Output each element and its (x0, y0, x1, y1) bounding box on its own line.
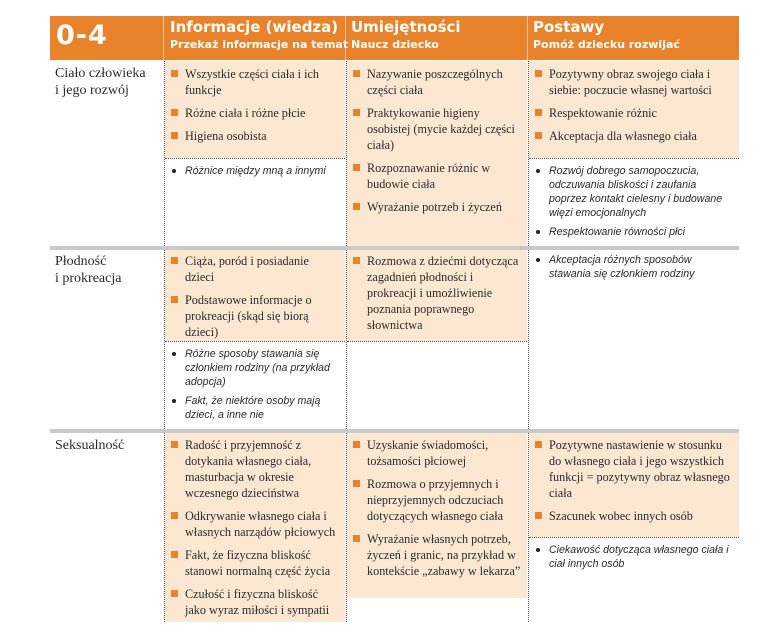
list-item: Podstawowe informacje o prokreacji (skąd się biorą dzieci) (169, 292, 339, 340)
list-item: Czułość i fizyczna bliskość jako wyraz miłości i sympatii (169, 586, 339, 618)
row-separator (50, 246, 739, 250)
cell-divider (529, 537, 739, 538)
header-column-skills (351, 17, 461, 53)
list-item: Fakt, że fizyczna bliskość stanowi normalną część życia (169, 547, 339, 579)
header-column-attitudes (533, 17, 680, 53)
cell-divider (529, 158, 739, 159)
column-divider (528, 250, 529, 429)
list-item: Akceptacja różnych sposobów stawania się członkiem rodziny (533, 253, 735, 281)
cell-attitudes (533, 253, 735, 286)
column-divider (164, 61, 165, 246)
column-divider (164, 250, 165, 429)
column-divider (346, 250, 347, 429)
column-divider (164, 433, 165, 622)
list-item: Respektowanie równości płci (533, 225, 735, 239)
list-item: Higiena osobista (169, 128, 339, 144)
cell-attitudes-extra (533, 164, 735, 244)
list-item: Ciąża, poród i posiadanie dzieci (169, 253, 339, 285)
row-label-line: i prokreacja (55, 271, 122, 286)
list-item: Akceptacja dla własnego ciała (533, 128, 735, 144)
row-label-line: Seksualność (55, 438, 125, 453)
row-label-body (55, 65, 146, 99)
list-item: Radość i przyjemność z dotykania własnego ciała, masturbacja w okresie wczesnego dzieciństwa (169, 437, 339, 501)
column-subtitle: Naucz dziecko (351, 38, 439, 51)
header-column-knowledge (170, 17, 348, 53)
column-title: Postawy (533, 18, 605, 36)
cell-attitudes (533, 437, 735, 531)
list-item: Odkrywanie własnego ciała i własnych narządów płciowych (169, 508, 339, 540)
list-item: Rozmowa z dziećmi dotycząca zagadnień płodności i prokreacji i umożliwienie poznania poprawnego słownictwa (351, 253, 521, 333)
column-divider (528, 61, 529, 246)
cell-knowledge-extra (169, 347, 339, 427)
column-divider (346, 61, 347, 246)
list-item: Szacunek wobec innych osób (533, 508, 735, 524)
header-divider (163, 16, 164, 60)
list-item: Rozpoznawanie różnic w budowie ciała (351, 160, 521, 192)
list-item: Praktykowanie higieny osobistej (mycie każdej części ciała) (351, 105, 521, 153)
list-item: Pozytywny obraz swojego ciała i siebie: poczucie własnej wartości (533, 66, 735, 98)
list-item: Wyrażanie potrzeb i życzeń (351, 199, 521, 215)
cell-knowledge-extra (169, 164, 339, 183)
list-item: Rozwój dobrego samopoczucia, odczuwania bliskości i zaufania poprzez kontakt cielesny i budowane więzi emocjonalnych (533, 164, 735, 220)
cell-knowledge (169, 437, 339, 625)
row-label-line: i jego rozwój (55, 83, 129, 98)
list-item: Różnice między mną a innymi (169, 164, 339, 178)
age-group-title: 0-4 (56, 20, 108, 51)
cell-knowledge (169, 253, 339, 347)
row-separator (50, 429, 739, 433)
list-item: Wszystkie części ciała i ich funkcje (169, 66, 339, 98)
cell-attitudes-extra (533, 543, 735, 576)
cell-knowledge (169, 66, 339, 151)
column-title: Umiejętności (351, 18, 461, 36)
row-label-fertility (55, 253, 121, 287)
row-label-line: Płodność (55, 254, 107, 269)
column-subtitle: Przekaż informacje na temat (170, 38, 349, 51)
cell-skills (351, 253, 521, 340)
list-item: Uzyskanie świadomości, tożsamości płciowej (351, 437, 521, 469)
column-divider (346, 433, 347, 622)
list-item: Różne ciała i różne płcie (169, 105, 339, 121)
column-title: Informacje (wiedza) (170, 18, 339, 36)
cell-divider (165, 158, 345, 159)
cell-divider (347, 341, 527, 342)
row-label-line: Ciało człowieka (55, 66, 146, 81)
cell-skills (351, 437, 521, 586)
row-label-sexuality (55, 437, 124, 454)
list-item: Fakt, że niektóre osoby mają dzieci, a inne nie (169, 394, 339, 422)
column-subtitle: Pomóż dziecku rozwijać (533, 38, 680, 51)
column-divider (528, 433, 529, 622)
list-item: Nazywanie poszczególnych części ciała (351, 66, 521, 98)
cell-attitudes (533, 66, 735, 151)
header-divider (527, 16, 528, 60)
list-item: Wyrażanie własnych potrzeb, życzeń i granic, na przykład w kontekście „zabawy w lekarza” (351, 531, 521, 579)
list-item: Pozytywne nastawienie w stosunku do własnego ciała i jego wszystkich funkcji = pozytywny obraz własnego ciała (533, 437, 735, 501)
list-item: Różne sposoby stawania się członkiem rodziny (na przykład adopcja) (169, 347, 339, 389)
list-item: Respektowanie różnic (533, 105, 735, 121)
cell-skills (351, 66, 521, 222)
list-item: Rozmowa o przyjemnych i nieprzyjemnych odczuciach dotyczących własnego ciała (351, 476, 521, 524)
list-item: Ciekawość dotycząca własnego ciała i ciał innych osób (533, 543, 735, 571)
